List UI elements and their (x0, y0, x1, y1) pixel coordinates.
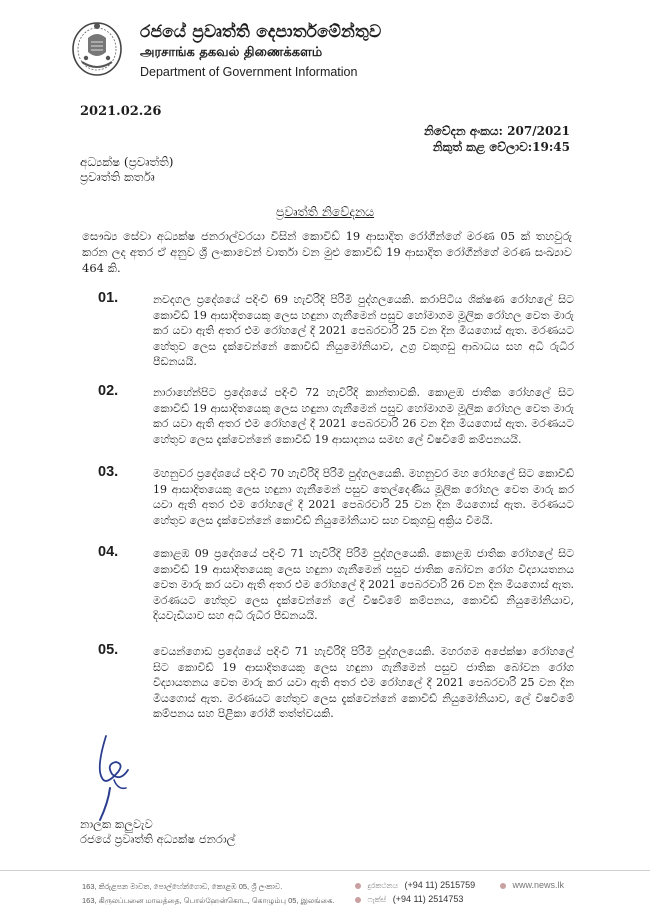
item-number: 03. (98, 464, 119, 480)
fax-label: ෆැක්ස් (367, 895, 387, 904)
item-number: 01. (98, 290, 119, 306)
death-item-2 (98, 385, 574, 447)
item-number: 05. (98, 642, 119, 658)
document-heading: ප්‍රවෘත්ති නිවේදනය (275, 204, 375, 219)
fax-number: (+94 11) 2514753 (392, 894, 464, 904)
telephone-label: දුරකථනය (367, 881, 399, 890)
item-text: නවදගල ප්‍රදේශයේ පදිංචි 69 හැවිරිදි පිරිමි පුද්ගලයෙකි. කරාපිටිය ශික්ෂණ රෝහලේ සිට කොවිඩ් 19 ආසාදිතයෙකු ලෙස හඳුනා ගැනීමෙන් පසුව හෝමාගම මූලික රෝහල වෙත මාරු කර යවා ඇති අතර එම රෝහලේ දී 2021 පෙබරවාරි 25 වන දින මියගොස් ඇත. මරණයට හේතුව ලෙස දැක්වෙන්නේ කොවිඩ් නියුමෝනියාව, උග්‍ර වකුගඩු ආබාධය සහ අධි රුධිර පීඩනයයි. (153, 293, 574, 368)
signatory-name: නාලක කලුවැව (80, 817, 153, 831)
website-url: www.news.lk (512, 880, 565, 890)
addressee-line-2: ප්‍රවෘත්ති කර්තෘ (80, 170, 155, 184)
item-text: කොළඹ 09 ප්‍රදේශයේ පදිංචි 71 හැවිරිදි පිරිමි පුද්ගලයෙකි. කොළඹ ජාතික රෝහලේ සිට කොවිඩ් 19 ආසාදිතයෙකු ලෙස හඳුනා ගැනීමෙන් පසුව ජාතික බෝවන රෝග විද්‍යායතනය වෙත මාරු කර යවා ඇති අතර එම රෝහලේ දී 2021 පෙබරවාරි 26 වන දින මියගොස් ඇත. මරණයට හේතුව ලෙස දැක්වෙන්නේ ලේ විෂවීමේ කම්පනය, කොවිඩ් නියුමෝනියාව, දියවැඩියාව සහ අධි රුධිර පීඩනයයි. (153, 547, 574, 622)
death-item-1 (98, 292, 574, 370)
item-number: 02. (98, 383, 119, 399)
addressee-line-1: අධ්‍යක්ෂ (ප්‍රවෘත්ති) (80, 155, 174, 169)
department-name-english: Department of Government Information (140, 65, 358, 79)
release-date: 2021.02.26 (80, 104, 162, 119)
item-text: නාරාහේන්පිට ප්‍රදේශයේ පදිංචි 72 හැවිරිදි කාන්තාවකි. කොළඹ ජාතික රෝහලේ සිට කොවිඩ් 19 ආසාදිතයෙකු ලෙස හඳුනා ගැනීමෙන් පසුව හෝමාගම මූලික රෝහල වෙත මාරු කර යවා ඇති අතර එම රෝහලේ දී 2021 පෙබරවාරි 26 වන දින මියගොස් ඇත. මරණයට හේතුව ලෙස දැක්වෙන්නේ කොවිඩ් 19 ආසාදනය සමඟ ලේ විෂවීමේ කම්පනයයි. (153, 386, 574, 446)
footer-telephone (355, 880, 475, 891)
department-name-sinhala: රජයේ ප්‍රවෘත්ති දෙපාර්තමේන්තුව (140, 22, 382, 42)
telephone-number: (+94 11) 2515759 (404, 880, 476, 890)
item-text: වෙයන්ගොඩ ප්‍රදේශයේ පදිංචි 71 හැවිරිදි පිරිමි පුද්ගලයෙකි. මහරගම අපේක්ෂා රෝහලේ සිට කොවිඩ් 19 ආසාදිතයෙකු ලෙස හඳුනා ගැනීමෙන් පසුව ජාතික බෝවන රෝග විද්‍යායතනය වෙත මාරු කර යවා ඇති අතර එම රෝහලේ දී 2021 පෙබරවාරි 25 වන දින මියගොස් ඇත. මරණයට හේතුව ලෙස දැක්වෙන්නේ කොවිඩ් නියුමෝනියාව, ලේ විෂවීමේ කම්පනය සහ පිළිකා රෝගී තත්ත්වයකි. (153, 645, 574, 720)
footer-fax (355, 894, 463, 905)
sri-lanka-emblem-icon (68, 18, 126, 78)
web-icon (500, 883, 506, 889)
death-item-3 (98, 466, 574, 528)
death-item-4 (98, 546, 574, 624)
phone-icon (355, 883, 361, 889)
death-item-5 (98, 644, 574, 722)
issue-time: නිකුත් කළ වේලාව:19:45 (432, 140, 570, 154)
release-number: නිවේදන අංකය: 207/2021 (423, 124, 570, 138)
fax-icon (355, 897, 361, 903)
signature-icon (88, 728, 188, 828)
intro-paragraph: සෞඛ්‍ය සේවා අධ්‍යක්ෂ ජනරාල්වරයා විසින් කොවිඩ් 19 ආසාදිත රෝගීන්ගේ මරණ 05 ක් තහවුරු කරන ලද අතර ඒ අනුව ශ්‍රී ලංකාවෙන් වාර්තා වන මුළු කොවිඩ් 19 ආසාදිත රෝගීන්ගේ මරණ සංඛ්‍යාව 464 කි. (82, 229, 572, 275)
item-text: මහනුවර ප්‍රදේශයේ පදිංචි 70 හැවිරිදි පිරිමි පුද්ගලයෙකි. මහනුවර මහ රෝහලේ සිට කොවිඩ් 19 ආසාදිතයෙකු ලෙස හඳුනා ගැනීමෙන් පසුව තෙල්දෙණිය මූලික රෝහල වෙත මාරු කර යවා ඇති අතර එම රෝහලේ දී 2021 පෙබරවාරි 25 වන දින මියගොස් ඇත. මරණයට හේතුව ලෙස දැක්වෙන්නේ කොවිඩ් නියුමෝනියාව සහ වකුගඩු අක්‍රිය වීමයි. (153, 467, 574, 527)
footer-address-sinhala: 163, කිරුළපන මාවත, පොල්හේන්ගොඩ, කොළඹ 05, ශ්‍රී ලංකාව. (82, 882, 283, 891)
department-name-tamil: அரசாங்க தகவல் திணைக்களம் (140, 45, 323, 60)
footer-website-link[interactable] (500, 880, 564, 890)
signatory-title: රජයේ ප්‍රවෘත්ති අධ්‍යක්ෂ ජනරාල් (80, 832, 236, 846)
footer-divider (0, 870, 650, 871)
item-number: 04. (98, 544, 119, 560)
footer-address-tamil: 163, கிருலப்பனை மாவத்தை, பொல்ஹேன்கொட, கொழும்பு 05, இலங்கை. (82, 896, 335, 905)
